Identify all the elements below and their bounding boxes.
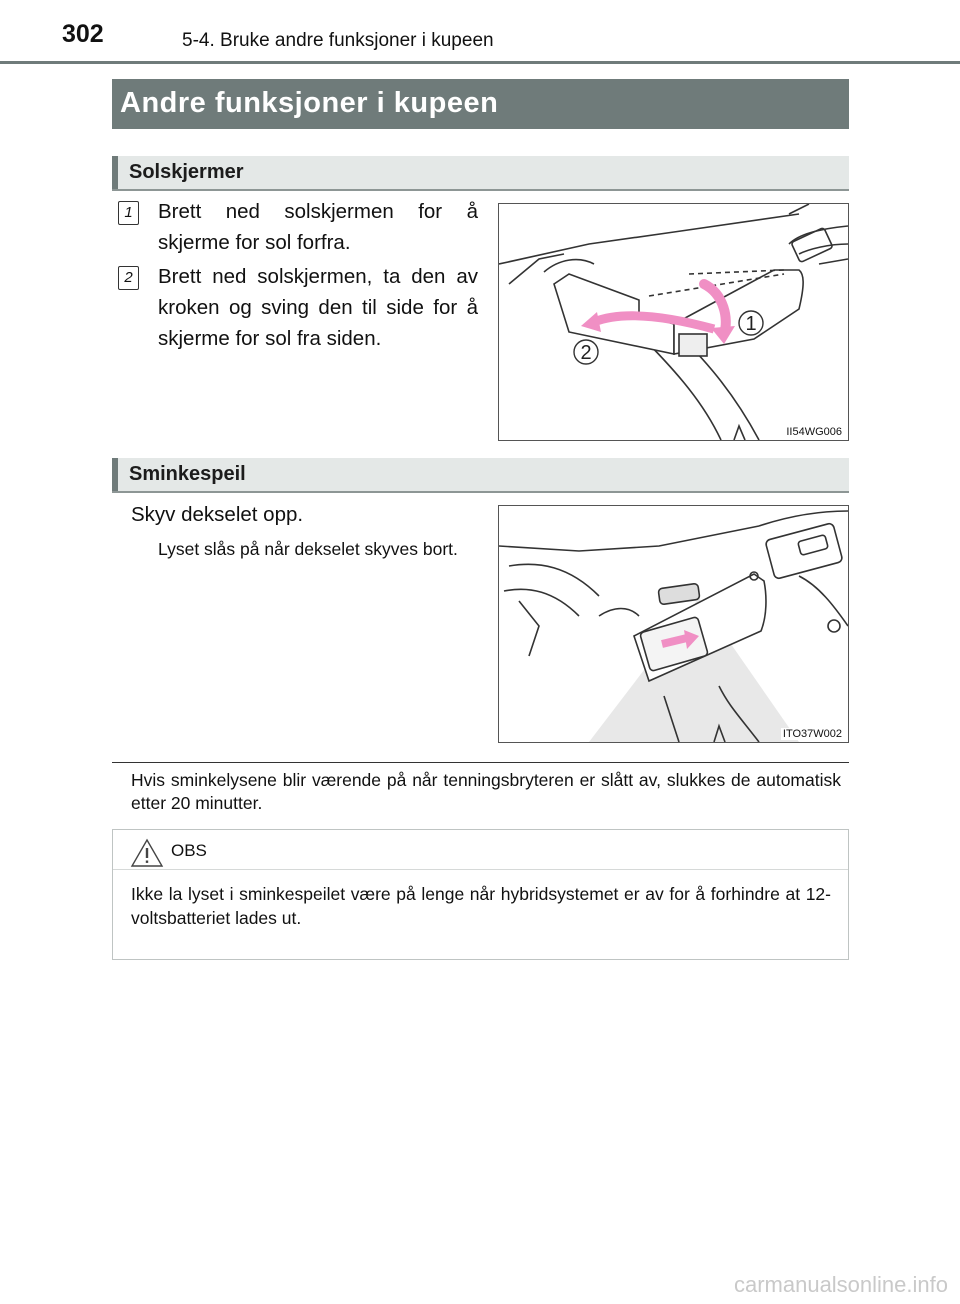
sun-visors-heading <box>112 156 849 191</box>
sun-visor-illustration <box>498 203 849 441</box>
callout-2-label: 2 <box>580 342 592 364</box>
auto-off-note: Hvis sminkelysene blir værende på når tenningsbryteren er slått av, slukkes de automatisk etter 20 minutter. <box>131 770 841 813</box>
vanity-instruction: Skyv dekselet opp. <box>131 503 304 526</box>
heading-accent <box>112 156 118 189</box>
figure-code: II54WG006 <box>786 426 842 438</box>
vanity-mirror-heading-text: Sminkespeil <box>129 463 246 485</box>
vanity-mirror-heading <box>112 458 849 493</box>
section-title: 5-4. Bruke andre funksjoner i kupeen <box>182 30 494 51</box>
note-divider <box>112 762 849 763</box>
sun-visors-heading-text: Solskjermer <box>129 161 244 183</box>
step-1-text: Brett ned solskjermen for å skjerme for sol forfra. <box>158 200 478 254</box>
caution-text: Ikke la lyset i sminkespeilet være på lenge når hybridsystemet er av for å forhindre at 12-voltsbatteriet lades ut. <box>131 884 831 928</box>
caution-divider <box>113 869 848 870</box>
step-2-text: Brett ned solskjermen, ta den av kroken og sving den til side for å skjerme for sol fra siden. <box>158 265 478 350</box>
callout-1-label: 1 <box>745 313 757 335</box>
vanity-mirror-drawing <box>499 506 848 742</box>
caution-label: OBS <box>171 841 207 860</box>
header-divider <box>0 61 960 64</box>
step-1-number: 1 <box>118 201 139 225</box>
step-2-number: 2 <box>118 266 139 290</box>
sun-visor-drawing <box>499 204 848 440</box>
page-number: 302 <box>62 20 104 48</box>
page-title-bar <box>112 79 849 129</box>
figure-code: ITO37W002 <box>782 728 842 740</box>
heading-accent <box>112 458 118 491</box>
caution-box <box>112 829 849 960</box>
page-title: Andre funksjoner i kupeen <box>120 87 499 119</box>
watermark: carmanualsonline.info <box>733 1272 948 1297</box>
vanity-mirror-illustration <box>498 505 849 743</box>
warning-triangle-icon <box>130 838 164 868</box>
vanity-detail: Lyset slås på når dekselet skyves bort. <box>158 539 458 559</box>
